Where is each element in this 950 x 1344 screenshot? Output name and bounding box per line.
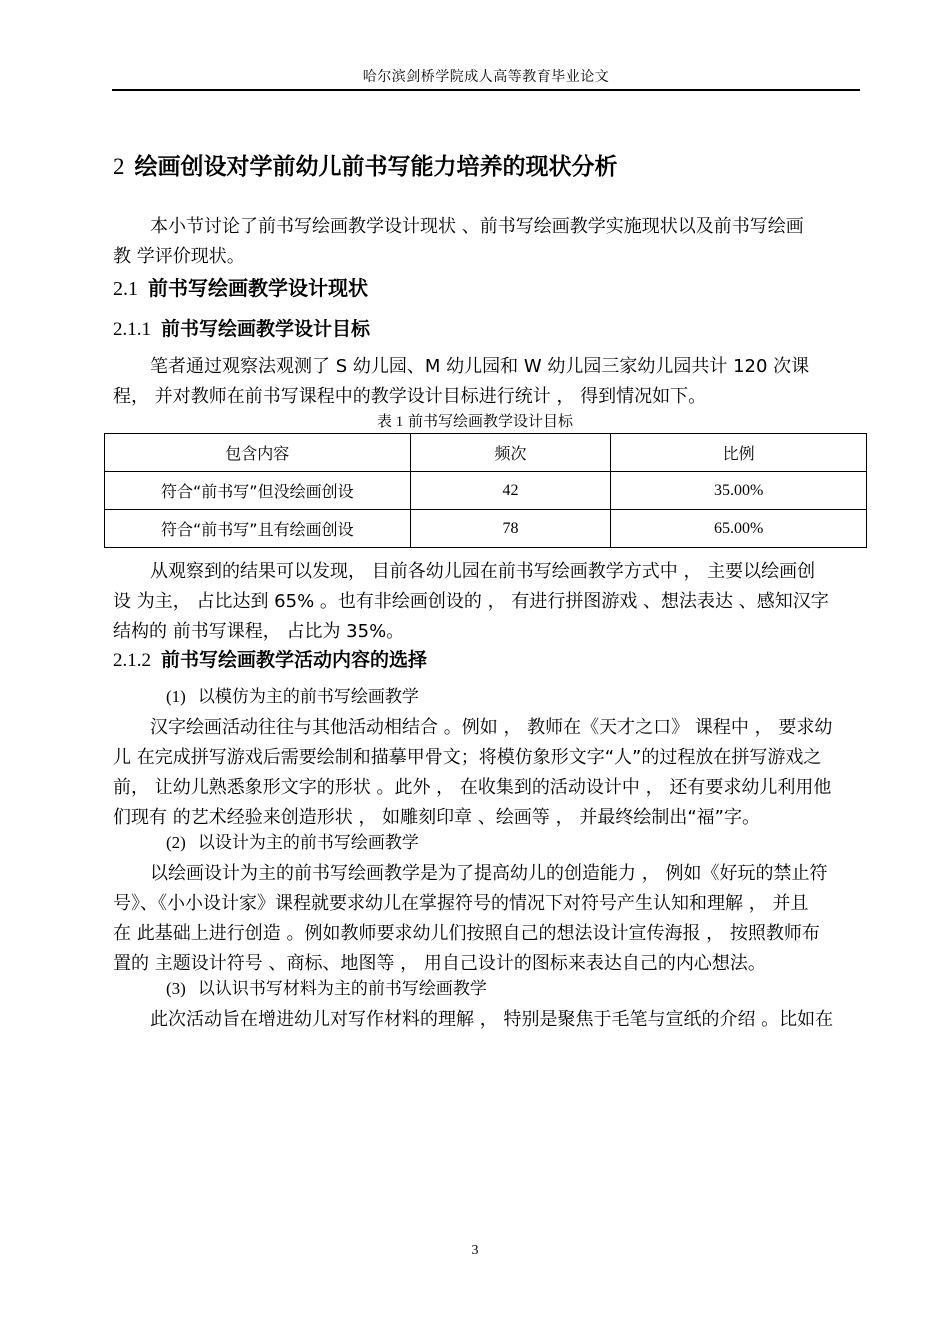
list-item-2 (166, 828, 419, 853)
paragraph-line: 结构的 前书写课程， 占比为 35%。 (113, 621, 405, 642)
section-number: 2.1 (113, 278, 138, 300)
section-title: 前书写绘画教学设计目标 (161, 318, 371, 340)
table-header-cell: 比例 (611, 434, 867, 472)
table-header-row (105, 434, 867, 472)
design-goal-table (104, 433, 867, 548)
table-caption-number: 表 1 (376, 414, 404, 430)
paragraph-line: 程， 并对教师在前书写课程中的教学设计目标进行统计 ， 得到情况如下。 (113, 386, 707, 407)
paragraph-line: 号》、《小小设计家》课程就要求幼儿在掌握符号的情况下对符号产生认知和理解 ， 并且 (113, 893, 809, 914)
list-item-number: (3) (166, 979, 186, 998)
chapter-title (113, 148, 618, 181)
page-number: 3 (471, 1243, 479, 1258)
table-header-cell: 包含内容 (105, 434, 411, 472)
section-title: 前书写绘画教学活动内容的选择 (161, 649, 428, 671)
section-heading-2-1-2 (113, 645, 427, 672)
list-item-number: (2) (166, 833, 186, 852)
list-item-text: 以模仿为主的前书写绘画教学 (197, 687, 419, 707)
table-caption-text: 前书写绘画教学设计目标 (408, 412, 574, 430)
paragraph-line: 前， 让幼儿熟悉象形文字的形状 。此外 ， 在收集到的活动设计中 ， 还有要求幼儿利用他 (113, 777, 832, 798)
paragraph-line: 在 此基础上进行创造 。例如教师要求幼儿们按照自己的想法设计宣传海报 ， 按照教师布 (113, 923, 820, 944)
section-number: 2.1.1 (113, 319, 151, 340)
section-heading-2-1 (113, 272, 368, 301)
paragraph-line: 从观察到的结果可以发现， 目前各幼儿园在前书写绘画教学方式中 ， 主要以绘画创 (150, 561, 816, 582)
table-caption (0, 410, 950, 431)
paragraph-line: 置的 主题设计符号 、商标、地图等 ， 用自己设计的图标来表达自己的内心想法。 (113, 953, 766, 974)
page-header: 哈尔滨剑桥学院成人高等教育毕业论文 (362, 69, 610, 85)
table-cell: 符合“前书写”但没绘画创设 (105, 472, 411, 510)
table-cell: 42 (410, 472, 611, 510)
paragraph-line: 笔者通过观察法观测了 S 幼儿园、M 幼儿园和 W 幼儿园三家幼儿园共计 120 次课 (150, 356, 810, 377)
table-cell: 65.00% (611, 510, 867, 548)
table-cell: 35.00% (611, 472, 867, 510)
chapter-number: 2 (113, 154, 125, 179)
paragraph-line: 们现有 的艺术经验来创造形状 ， 如雕刻印章 、绘画等 ， 并最终绘制出“福”字。 (113, 807, 760, 828)
table-row (105, 472, 867, 510)
paragraph-line: 以绘画设计为主的前书写绘画教学是为了提高幼儿的创造能力 ， 例如《好玩的禁止符 (150, 863, 828, 884)
list-item-number: (1) (166, 687, 186, 706)
list-item-text: 以认识书写材料为主的前书写绘画教学 (197, 979, 487, 999)
paragraph-line: 教 学评价现状。 (113, 246, 245, 267)
header-rule (112, 89, 860, 91)
table-cell: 符合“前书写”且有绘画创设 (105, 510, 411, 548)
paragraph-line: 设 为主， 占比达到 65% 。也有非绘画创设的 ， 有进行拼图游戏 、想法表达 、感知汉字 (113, 591, 829, 612)
section-title: 前书写绘画教学设计现状 (148, 276, 368, 300)
list-item-text: 以设计为主的前书写绘画教学 (197, 833, 419, 853)
list-item-3 (166, 974, 487, 999)
table-cell: 78 (410, 510, 611, 548)
paragraph-line: 本小节讨论了前书写绘画教学设计现状 、前书写绘画教学实施现状以及前书写绘画 (150, 216, 804, 237)
table-header-cell: 频次 (410, 434, 611, 472)
chapter-title-text: 绘画创设对学前幼儿前书写能力培养的现状分析 (134, 154, 618, 180)
section-heading-2-1-1 (113, 314, 370, 341)
section-number: 2.1.2 (113, 650, 151, 671)
paragraph-line: 此次活动旨在增进幼儿对写作材料的理解 ， 特别是聚焦于毛笔与宣纸的介绍 。比如在 (150, 1009, 834, 1030)
paragraph-line: 儿 在完成拼写游戏后需要绘制和描摹甲骨文；将模仿象形文字“人”的过程放在拼写游戏之 (113, 747, 822, 768)
list-item-1 (166, 682, 419, 707)
table-row (105, 510, 867, 548)
paragraph-line: 汉字绘画活动往往与其他活动相结合 。例如 ， 教师在《天才之口》 课程中 ， 要求幼 (150, 717, 833, 738)
